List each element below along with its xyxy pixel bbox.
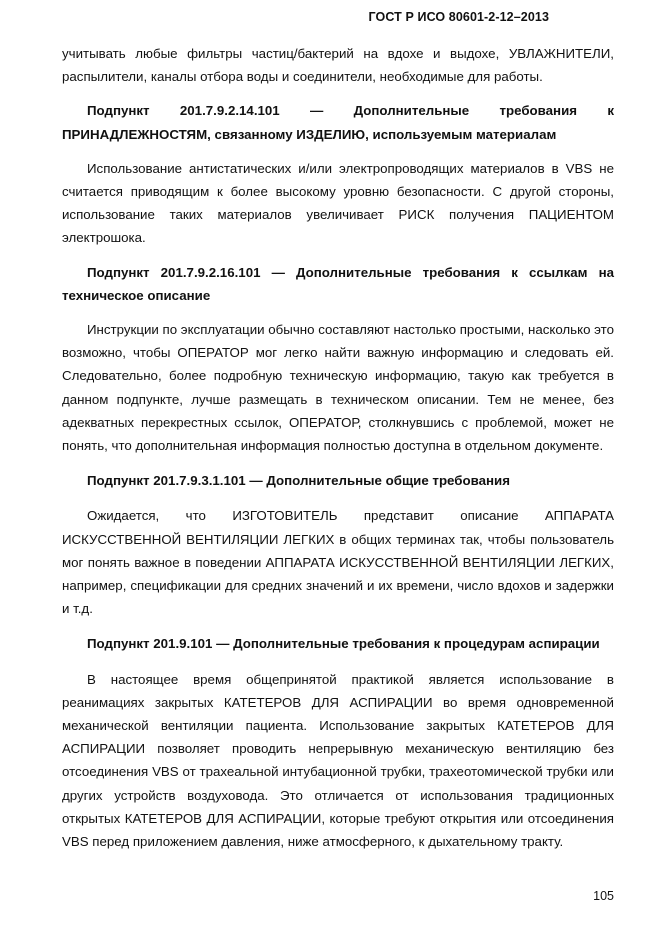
- paragraph: Ожидается, что ИЗГОТОВИТЕЛЬ представит описание АППАРАТА ИСКУССТВЕННОЙ ВЕНТИЛЯЦИИ ЛЕГКИХ в общих терминах так, чтобы пользователь мог понять важное в поведении АППАРАТА ИСКУССТВЕННОЙ ВЕНТИЛЯЦИИ ЛЕГКИХ, например, спецификации для средних значений и их времени, число вдохов и задержки и т.д.: [62, 508, 614, 617]
- paragraph: Использование антистатических и/или электропроводящих материалов в VBS не считается приводящим к более высокому уровню безопасности. С другой стороны, использование таких материалов увеличивает РИСК получения ПАЦИЕНТОМ электрошока.: [62, 160, 614, 246]
- paragraph: Инструкции по эксплуатации обычно составляют настолько простыми, насколько это возможно, чтобы ОПЕРАТОР мог легко найти важную информацию и следовать ей. Следовательно, более подробную техническую информацию, такую как требуется в данном подпункте, лучше размещать в техническом описании. Тем не менее, без адекватных перекрестных ссылок, ОПЕРАТОР, столкнувшись с проблемой, может не понять, что дополнительная информация полностью доступна в отдельном документе.: [62, 322, 614, 454]
- page-number: 105: [593, 889, 614, 903]
- document-body: [62, 42, 614, 853]
- paragraph: В настоящее время общепринятой практикой является использование в реанимациях закрытых КАТЕТЕРОВ ДЛЯ АСПИРАЦИИ во время одновременной механической вентиляции пациента. Использование закрытых КАТЕТЕРОВ ДЛЯ АСПИРАЦИИ позволяет проводить непрерывную механическую вентиляцию без отсоединения VBS от трахеальной интубационной трубки, трахеотомической трубки или других устройств воздуховода. Это отличается от использования традиционных открытых КАТЕТЕРОВ ДЛЯ АСПИРАЦИИ, которые требуют открытия или отсоединения VBS перед приложением давления, ниже атмосферного, к дыхательному тракту.: [62, 671, 614, 850]
- paragraph-continuation: учитывать любые фильтры частиц/бактерий на вдохе и выдохе, УВЛАЖНИТЕЛИ, распылители, каналы отбора воды и соединители, необходимые для работы.: [62, 46, 614, 85]
- subclause-heading: Подпункт 201.7.9.3.1.101 — Дополнительные общие требования: [87, 473, 510, 489]
- subclause-heading: Подпункт 201.9.101 — Дополнительные требования к процедурам аспирации: [87, 636, 600, 652]
- subclause-heading: Подпункт 201.7.9.2.16.101 — Дополнительные требования к ссылкам на техническое описание: [62, 264, 614, 303]
- standard-header: ГОСТ Р ИСО 80601-2-12–2013: [368, 10, 549, 24]
- subclause-heading: Подпункт 201.7.9.2.14.101 — Дополнительные требования к ПРИНАДЛЕЖНОСТЯМ, связанному ИЗДЕЛИЮ, используемым материалам: [62, 103, 614, 142]
